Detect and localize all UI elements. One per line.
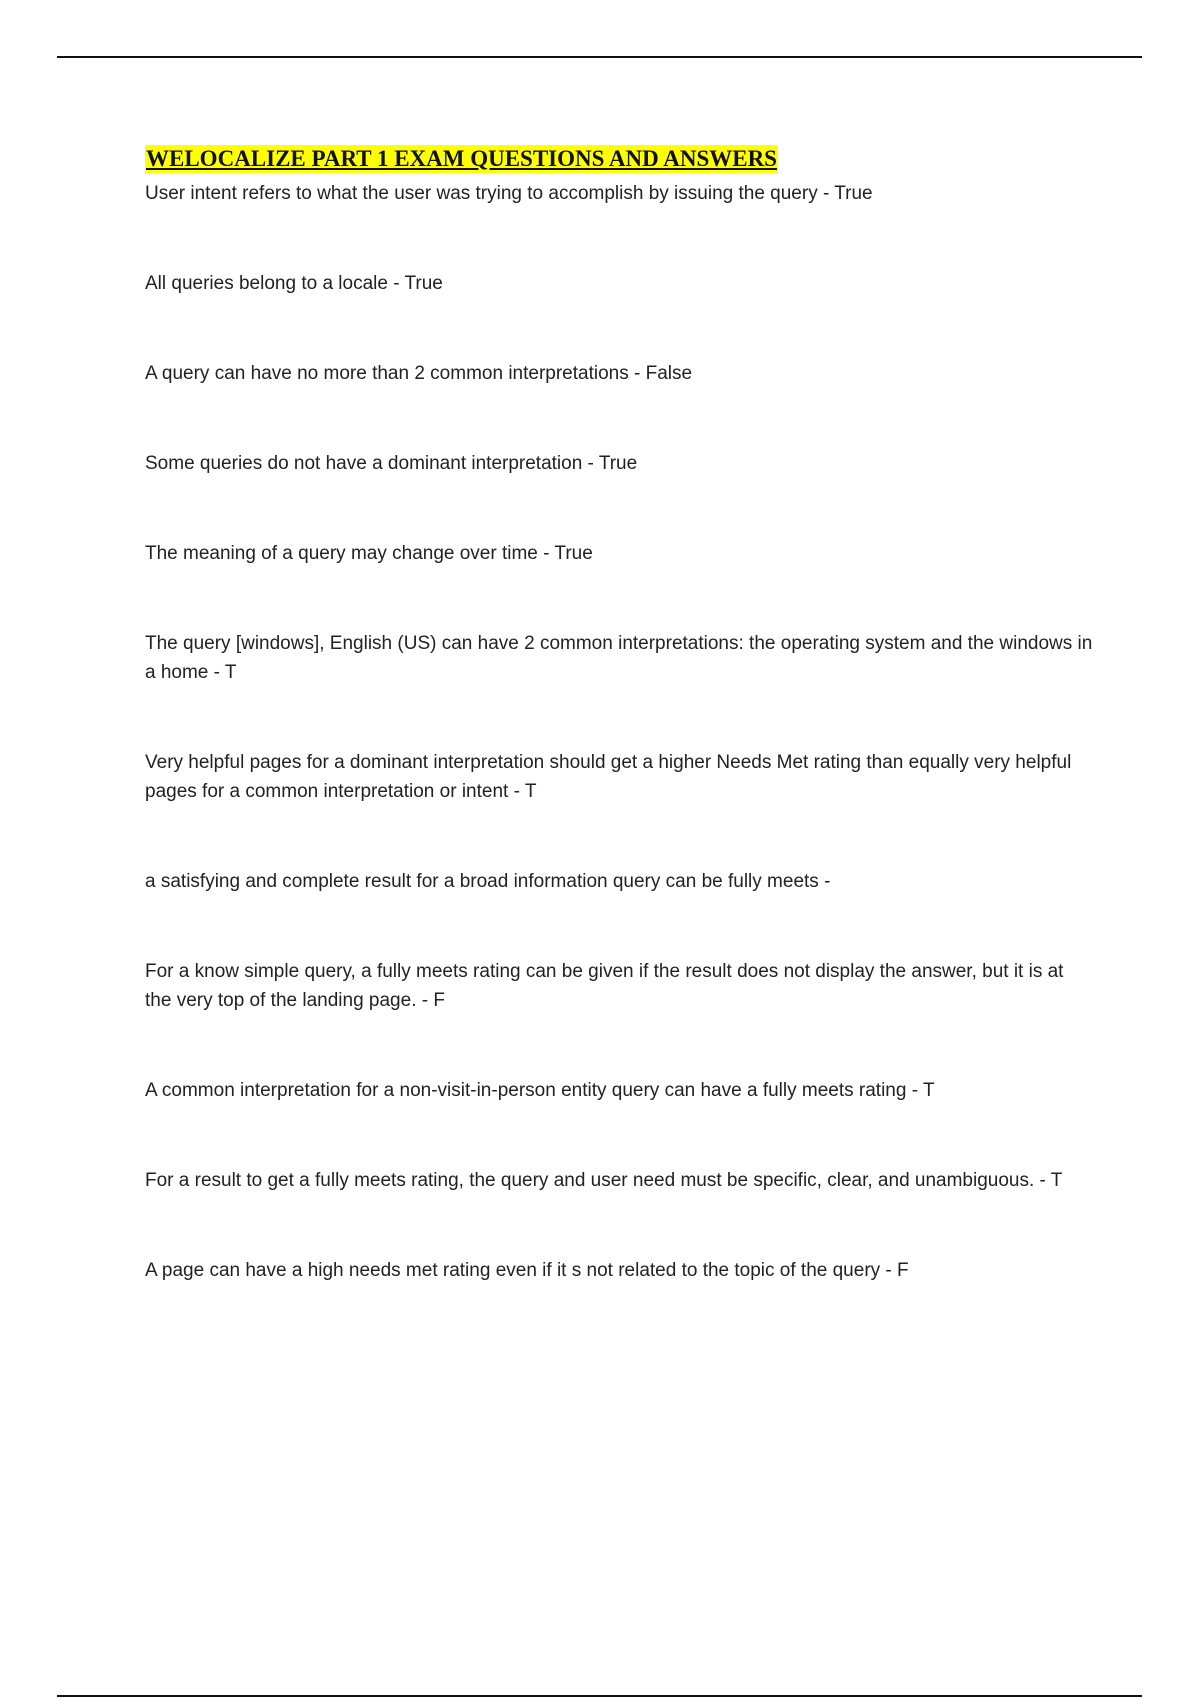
- qa-item: For a result to get a fully meets rating, the query and user need must be specific, clear, and unambiguous. - T: [145, 1170, 1063, 1191]
- bottom-rule: [57, 1695, 1142, 1697]
- qa-item: Some queries do not have a dominant interpretation - True: [145, 453, 638, 474]
- qa-item: The meaning of a query may change over time - True: [145, 543, 593, 564]
- top-rule: [57, 56, 1142, 58]
- qa-item: A common interpretation for a non-visit-in-person entity query can have a fully meets rating - T: [145, 1080, 935, 1101]
- qa-list: [145, 179, 1095, 1285]
- qa-item: The query [windows], English (US) can have 2 common interpretations: the operating system and the windows in a home - T: [145, 633, 1093, 683]
- qa-item: Very helpful pages for a dominant interpretation should get a higher Needs Met rating than equally very helpful pages for a common interpretation or intent - T: [145, 752, 1072, 802]
- qa-item: User intent refers to what the user was trying to accomplish by issuing the query - True: [145, 183, 873, 204]
- qa-item: A page can have a high needs met rating even if it s not related to the topic of the query - F: [145, 1260, 909, 1281]
- qa-item: For a know simple query, a fully meets rating can be given if the result does not display the answer, but it is at the very top of the landing page. - F: [145, 961, 1064, 1011]
- qa-item: A query can have no more than 2 common interpretations - False: [145, 363, 693, 384]
- qa-item: a satisfying and complete result for a broad information query can be fully meets -: [145, 871, 831, 892]
- document-body: [145, 145, 1095, 1346]
- qa-item: All queries belong to a locale - True: [145, 273, 443, 294]
- document-title: WELOCALIZE PART 1 EXAM QUESTIONS AND ANSWERS: [146, 146, 777, 171]
